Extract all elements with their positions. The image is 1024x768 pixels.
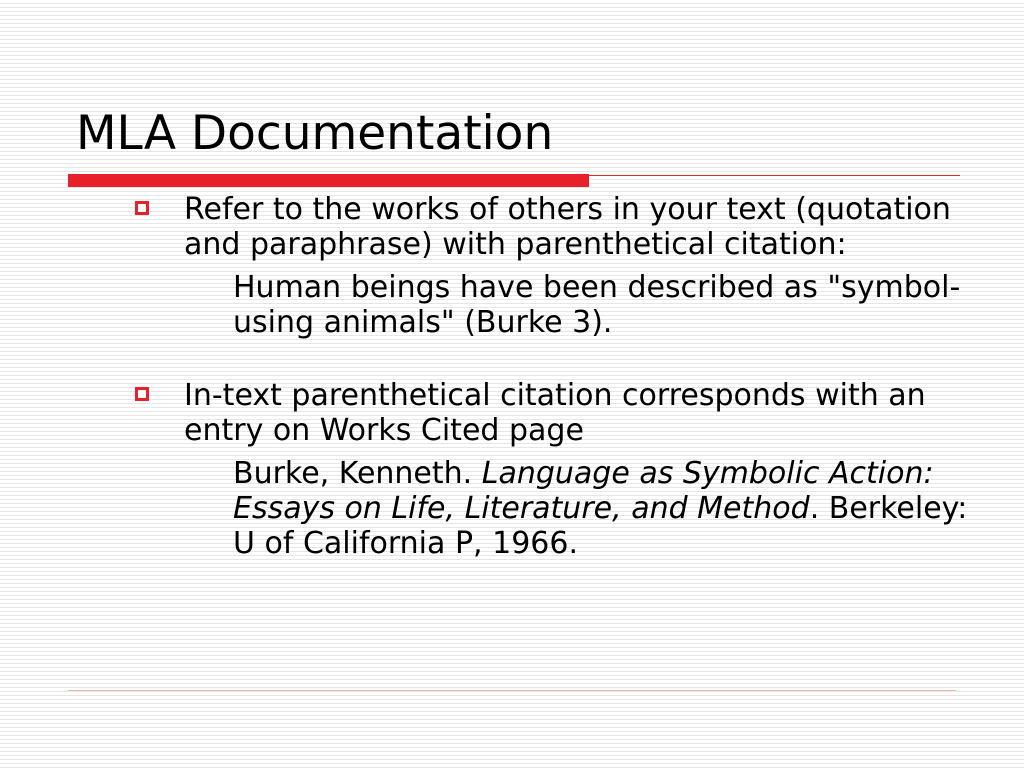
works-cited-publication: . Berkeley: U of California P, 1966. [233, 491, 968, 561]
hollow-square-bullet-icon [135, 201, 149, 215]
footer-divider [68, 690, 956, 691]
works-cited-entry [233, 456, 990, 561]
slide-content [130, 192, 990, 561]
bullet-text: Refer to the works of others in your text (quotation and paraphrase) with parenthetical citation: [184, 192, 951, 262]
hollow-square-bullet-icon [135, 387, 149, 401]
works-cited-title: Language as Symbolic Action: Essays on Life, Literature, and Method [233, 456, 934, 526]
bullet-text: In-text parenthetical citation corresponds with an entry on Works Cited page [184, 378, 926, 448]
citation-example: Human beings have been described as "symbol-using animals" (Burke 3). [233, 270, 961, 340]
bullet-item-works-cited [130, 378, 990, 561]
bullet-item-parenthetical-citation [130, 192, 990, 340]
slide-title: MLA Documentation [76, 106, 554, 161]
title-accent-bar [68, 174, 589, 187]
title-accent-line [589, 175, 960, 176]
works-cited-author: Burke, Kenneth. [233, 456, 482, 491]
